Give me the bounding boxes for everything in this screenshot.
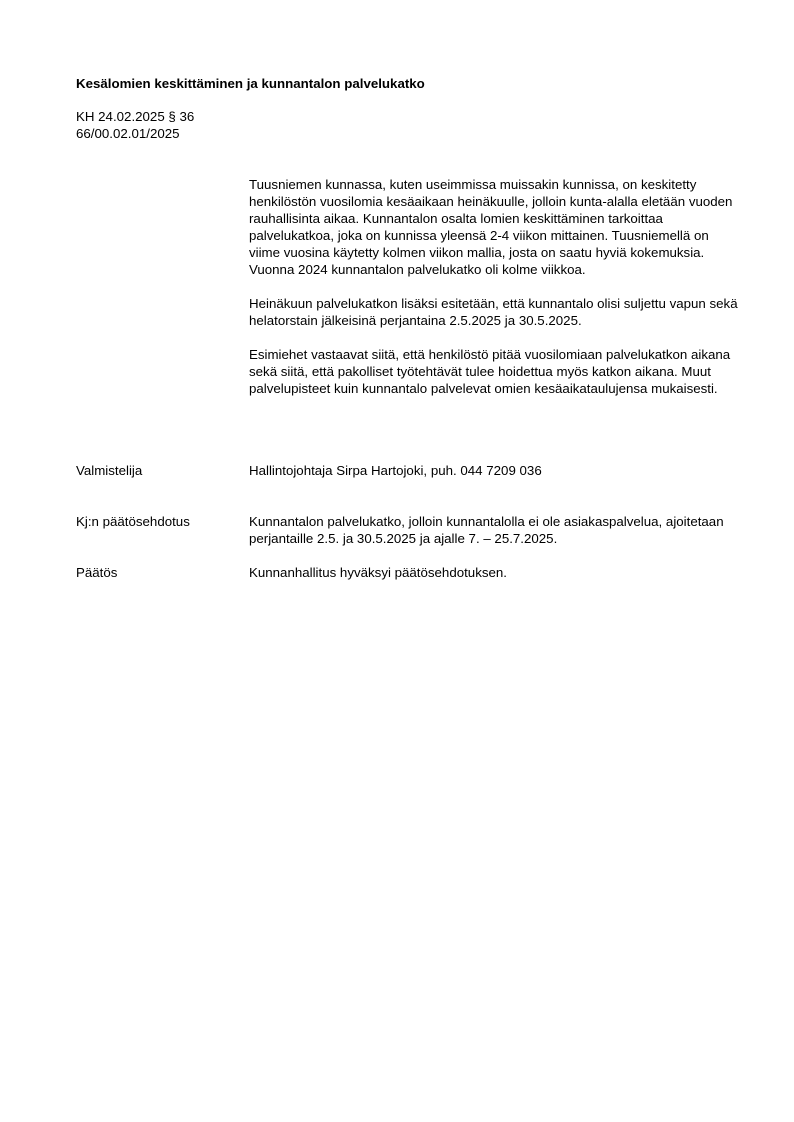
document-meta <box>76 108 194 142</box>
paragraph-additional-closures: Heinäkuun palvelukatkon lisäksi esitetään, että kunnantalo olisi suljettu vapun sekä helatorstain jälkeisinä perjantaina 2.5.2025 ja 30.5.2025. <box>249 296 738 328</box>
paragraph-responsibilities: Esimiehet vastaavat siitä, että henkilöstö pitää vuosilomiaan palvelukatkon aikana sekä siitä, että pakolliset työtehtävät tulee hoidettua myös katkon aikana. Muut palvelupisteet kuin kunnantalo palvelevat omien kesäaikataulujensa mukaisesti. <box>249 347 731 396</box>
record-number: 66/00.02.01/2025 <box>76 126 180 141</box>
decision-label: Päätös <box>76 565 118 580</box>
description-body <box>249 176 739 414</box>
decision-value: Kunnanhallitus hyväksyi päätösehdotuksen. <box>249 565 507 580</box>
proposal-value: Kunnantalon palvelukatko, jolloin kunnantalolla ei ole asiakaspalvelua, ajoitetaan perjantaille 2.5. ja 30.5.2025 ja ajalle 7. – 25.7.2025. <box>249 514 724 546</box>
preparer-value: Hallintojohtaja Sirpa Hartojoki, puh. 044 7209 036 <box>249 463 542 478</box>
preparer-label: Valmistelija <box>76 463 143 478</box>
document-title: Kesälomien keskittäminen ja kunnantalon palvelukatko <box>76 76 425 91</box>
paragraph-background: Tuusniemen kunnassa, kuten useimmissa muissakin kunnissa, on keskitetty henkilöstön vuosilomia kesäaikaan heinäkuulle, jolloin kunta-alalla eletään vuoden rauhallisinta aikaa. Kunnantalon osalta lomien keskittäminen tarkoittaa palvelukatkoa, joka on kunnissa yleensä 2-4 viikon mittainen. Tuusniemellä on viime vuosina käytetty kolmen viikon mallia, josta on saatu hyviä kokemuksia. Vuonna 2024 kunnantalon palvelukatko oli kolme viikkoa. <box>249 177 733 277</box>
meeting-reference: KH 24.02.2025 § 36 <box>76 109 195 124</box>
proposal-label: Kj:n päätösehdotus <box>76 514 190 529</box>
